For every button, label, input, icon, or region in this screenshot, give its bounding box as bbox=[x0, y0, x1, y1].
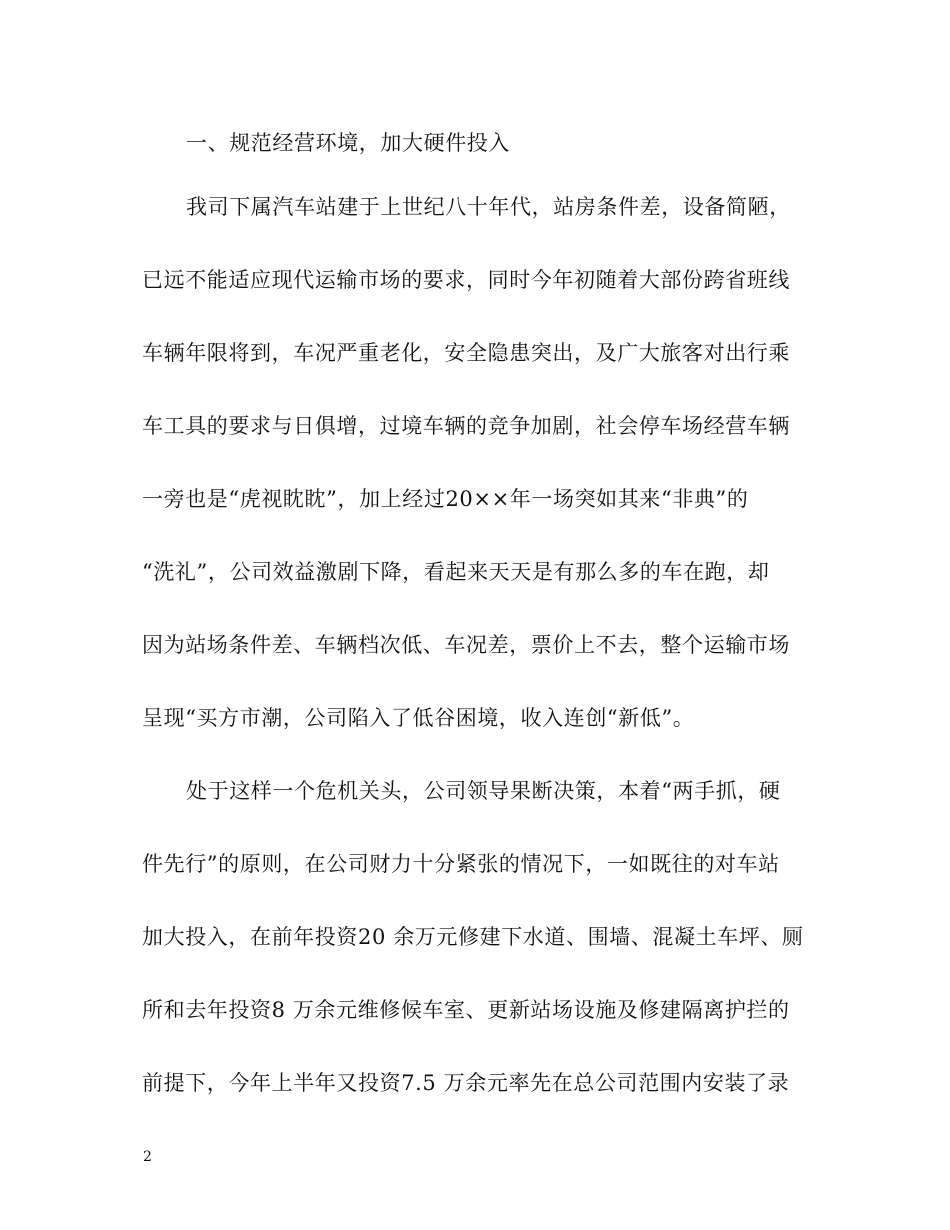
paragraph-line: 前提下，今年上半年又投资7.5 万余元率先在总公司范围内安装了录 bbox=[142, 1071, 790, 1095]
paragraph-line: 处于这样一个危机关头，公司领导果断决策，本着“两手抓，硬 bbox=[186, 779, 781, 803]
paragraph-line: 件先行”的原则，在公司财力十分紧张的情况下，一如既往的对车站 bbox=[142, 852, 780, 876]
section-heading: 一、规范经营环境，加大硬件投入 bbox=[186, 131, 510, 155]
paragraph-line: 我司下属汽车站建于上世纪八十年代，站房条件差，设备简陋， bbox=[186, 195, 791, 219]
paragraph-line: 因为站场条件差、车辆档次低、车况差，票价上不去，整个运输市场 bbox=[142, 633, 790, 657]
paragraph-line: 所和去年投资8 万余元维修候车室、更新站场设施及修建隔离护拦的 bbox=[142, 998, 790, 1022]
paragraph-line: 加大投入，在前年投资20 余万元修建下水道、围墙、混凝土车坪、厕 bbox=[142, 925, 804, 949]
paragraph-line: 呈现“买方市潮，公司陷入了低谷困境，收入连创“新低”。 bbox=[142, 706, 695, 730]
paragraph-line: 车工具的要求与日俱增，过境车辆的竞争加剧，社会停车场经营车辆 bbox=[142, 414, 790, 438]
paragraph-line: 一旁也是“虎视眈眈”，加上经过20××年一场突如其来“非典”的 bbox=[142, 487, 749, 511]
page-number: 2 bbox=[143, 1149, 152, 1165]
paragraph-line: “洗礼”，公司效益激剧下降，看起来天天是有那么多的车在跑，却 bbox=[142, 560, 770, 584]
paragraph-line: 车辆年限将到，车况严重老化，安全隐患突出，及广大旅客对出行乘 bbox=[142, 341, 790, 365]
paragraph-line: 已远不能适应现代运输市场的要求，同时今年初随着大部份跨省班线 bbox=[142, 268, 790, 292]
